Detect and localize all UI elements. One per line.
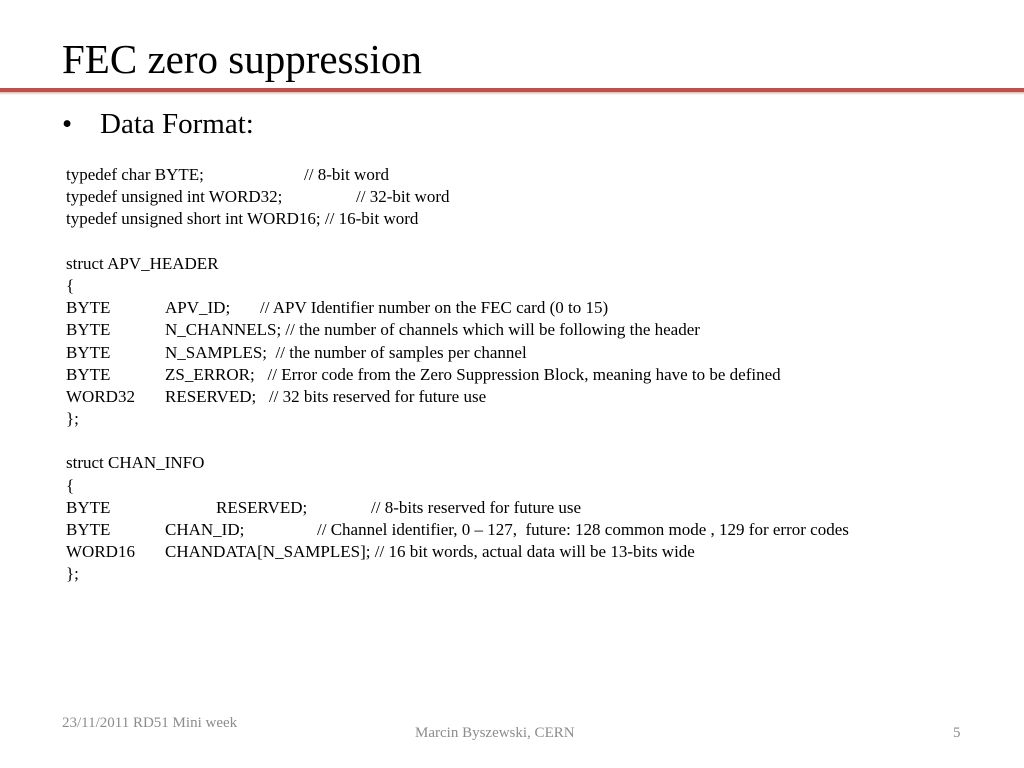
struct-field: [66, 364, 849, 386]
field-type: WORD32: [66, 386, 135, 406]
code-block: [66, 164, 849, 586]
field-name: RESERVED;: [165, 386, 257, 406]
field-comment: // Channel identifier, 0 – 127, future: 128 common mode , 129 for error codes: [317, 520, 849, 539]
field-comment: // Error code from the Zero Suppression Block, meaning have to be defined: [267, 364, 781, 384]
field-comment: // 32 bits reserved for future use: [268, 386, 487, 406]
typedef-comment: // 32-bit word: [356, 187, 450, 207]
bullet-data-format: [62, 105, 254, 143]
field-name: ZS_ERROR;: [165, 364, 255, 384]
field-comment: // the number of channels which will be following the header: [285, 320, 700, 340]
footer-date: 23/11/2011 RD51 Mini week: [62, 715, 238, 731]
field-type: BYTE: [66, 364, 111, 384]
title-underline-shadow: [0, 92, 1024, 95]
footer-author: Marcin Byszewski, CERN: [415, 725, 575, 741]
brace-close: };: [66, 564, 79, 584]
typedef-decl: typedef unsigned int WORD32;: [66, 187, 283, 207]
typedef-decl: typedef char BYTE;: [66, 165, 204, 184]
typedef-comment: // 8-bit word: [304, 165, 389, 184]
typedef-line: [66, 186, 849, 208]
brace-open: {: [66, 275, 75, 295]
field-name: APV_ID;: [165, 298, 231, 318]
field-type: BYTE: [66, 520, 111, 539]
field-type: WORD16: [66, 542, 135, 562]
brace-open: {: [66, 475, 75, 495]
page-number: 5: [953, 725, 961, 741]
field-name: CHANDATA[N_SAMPLES];: [165, 542, 371, 562]
struct-field: [66, 319, 849, 341]
field-comment: // 8-bits reserved for future use: [371, 497, 582, 517]
struct-field: [66, 519, 849, 541]
struct-apv-header-decl: struct APV_HEADER: [66, 253, 219, 273]
slide-title: FEC zero suppression: [62, 36, 422, 82]
blank-line: [66, 231, 849, 253]
blank-line: [66, 430, 849, 452]
field-comment: // the number of samples per channel: [275, 342, 527, 362]
struct-field: [66, 541, 849, 563]
typedef-comment: // 16-bit word: [324, 209, 419, 229]
typedef-line: [66, 164, 849, 186]
typedef-decl: typedef unsigned short int WORD16;: [66, 209, 321, 229]
field-name: N_CHANNELS;: [165, 320, 282, 340]
field-name: CHAN_ID;: [165, 520, 245, 539]
field-comment: // 16 bit words, actual data will be 13-bits wide: [374, 542, 695, 562]
struct-field: [66, 497, 849, 519]
struct-field: [66, 297, 849, 319]
struct-chan-info-decl: struct CHAN_INFO: [66, 453, 205, 473]
brace-close: };: [66, 409, 79, 429]
field-comment: // APV Identifier number on the FEC card (0 to 15): [260, 298, 609, 318]
typedef-line: [66, 208, 849, 230]
field-name: N_SAMPLES;: [165, 342, 268, 362]
field-type: BYTE: [66, 497, 111, 517]
field-type: BYTE: [66, 320, 111, 340]
struct-field: [66, 342, 849, 364]
bullet-dot: •: [62, 108, 73, 140]
field-name: RESERVED;: [216, 497, 308, 517]
field-type: BYTE: [66, 298, 111, 318]
bullet-text: Data Format:: [100, 108, 254, 140]
field-type: BYTE: [66, 342, 111, 362]
struct-field: [66, 386, 849, 408]
